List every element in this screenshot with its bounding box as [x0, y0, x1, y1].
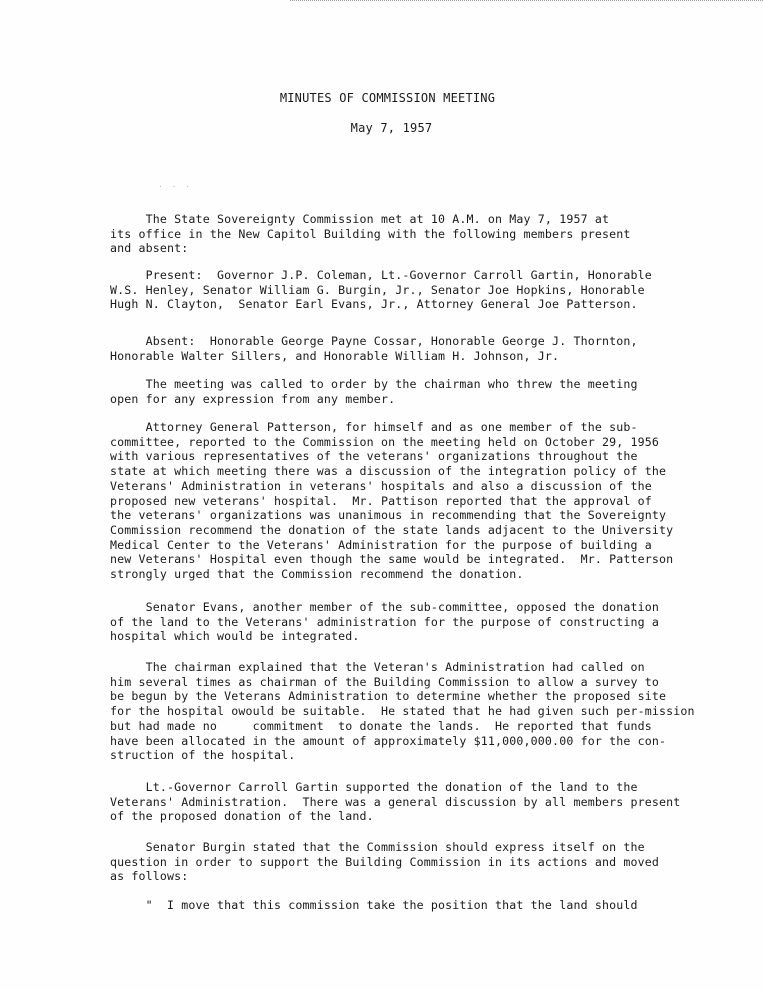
text-line: The meeting was called to order by the chairman who threw the meeting [110, 377, 638, 391]
text-line: open for any expression from any member. [110, 391, 396, 406]
text-line: be begun by the Veterans Administration to determine whether the proposed site [110, 689, 667, 704]
document-title: MINUTES OF COMMISSION MEETING [279, 91, 496, 105]
text-line: for the hospital owould be suitable. He stated that he had given such per-mission [110, 704, 695, 719]
text-line: Honorable Walter Sillers, and Honorable William H. Johnson, Jr. [110, 348, 560, 363]
text-line: proposed new veterans' hospital. Mr. Pattison reported that the approval of [110, 493, 652, 508]
text-line: The State Sovereignty Commission met at 10 A.M. on May 7, 1957 at [110, 212, 610, 226]
text-line: of the land to the Veterans' administration for the purpose of constructing a [110, 614, 660, 629]
text-line: Veterans' Administration in veterans' hospitals and also a discussion of the [110, 478, 652, 493]
scan-specks: . . . [158, 180, 193, 189]
paragraph-senator-burgin [110, 840, 710, 884]
text-line: Absent: Honorable George Payne Cossar, Honorable George J. Thornton, [110, 334, 638, 348]
text-line: W.S. Henley, Senator William G. Burgin, Jr., Senator Joe Hopkins, Honorable [110, 282, 645, 297]
paragraph-chairman-explained [110, 660, 710, 763]
text-line: Senator Burgin stated that the Commission should express itself on the [110, 840, 645, 854]
text-line: the veterans' organizations was unanimous in recommending that the Sovereignty [110, 508, 667, 523]
text-line: as follows: [110, 869, 189, 884]
text-line: struction of the hospital. [110, 748, 296, 763]
paragraph-motion [110, 898, 710, 913]
text-line: its office in the New Capitol Building with the following members present [110, 226, 631, 241]
paragraph-attorney-general [110, 420, 710, 582]
text-line: Present: Governor J.P. Coleman, Lt.-Governor Carroll Gartin, Honorable [110, 268, 652, 282]
text-line: of the proposed donation of the land. [110, 809, 374, 824]
text-line: Senator Evans, another member of the sub-committee, opposed the donation [110, 600, 660, 614]
paragraph-called-to-order [110, 377, 710, 406]
paragraph-opening [110, 212, 710, 256]
text-line: him several times as chairman of the Building Commission to allow a survey to [110, 674, 660, 689]
text-line: but had made no commitment to donate the lands. He reported that funds [110, 718, 652, 733]
text-line: Veterans' Administration. There was a general discussion by all members present [110, 794, 681, 809]
top-edge-rule [290, 0, 763, 1]
text-line: state at which meeting there was a discussion of the integration policy of the [110, 464, 667, 479]
text-line: and absent: [110, 241, 189, 256]
text-line: Medical Center to the Veterans' Administration for the purpose of building a [110, 537, 652, 552]
text-line: with various representatives of the veterans' organizations throughout the [110, 449, 638, 464]
text-line: committee, reported to the Commission on the meeting held on October 29, 1956 [110, 434, 660, 449]
text-line: Lt.-Governor Carroll Gartin supported the donation of the land to the [110, 780, 638, 794]
paragraph-present [110, 268, 710, 312]
text-line: Hugh N. Clayton, Senator Earl Evans, Jr., Attorney General Joe Patterson. [110, 297, 638, 312]
text-line: hospital which would be integrated. [110, 629, 360, 644]
text-line: strongly urged that the Commission recommend the donation. [110, 567, 524, 582]
text-line: Attorney General Patterson, for himself and as one member of the sub- [110, 420, 638, 434]
text-line: Commission recommend the donation of the state lands adjacent to the University [110, 522, 674, 537]
document-date: May 7, 1957 [350, 121, 433, 135]
text-line: have been allocated in the amount of approximately $11,000,000.00 for the con- [110, 733, 667, 748]
text-line: question in order to support the Building Commission in its actions and moved [110, 854, 660, 869]
paragraph-senator-evans [110, 600, 710, 644]
paragraph-absent [110, 334, 710, 363]
text-line: The chairman explained that the Veteran's Administration had called on [110, 660, 645, 674]
text-line: new Veterans' Hospital even though the same would be integrated. Mr. Patterson [110, 552, 674, 567]
text-line: " I move that this commission take the position that the land should [110, 898, 638, 912]
paragraph-lt-governor [110, 780, 710, 824]
